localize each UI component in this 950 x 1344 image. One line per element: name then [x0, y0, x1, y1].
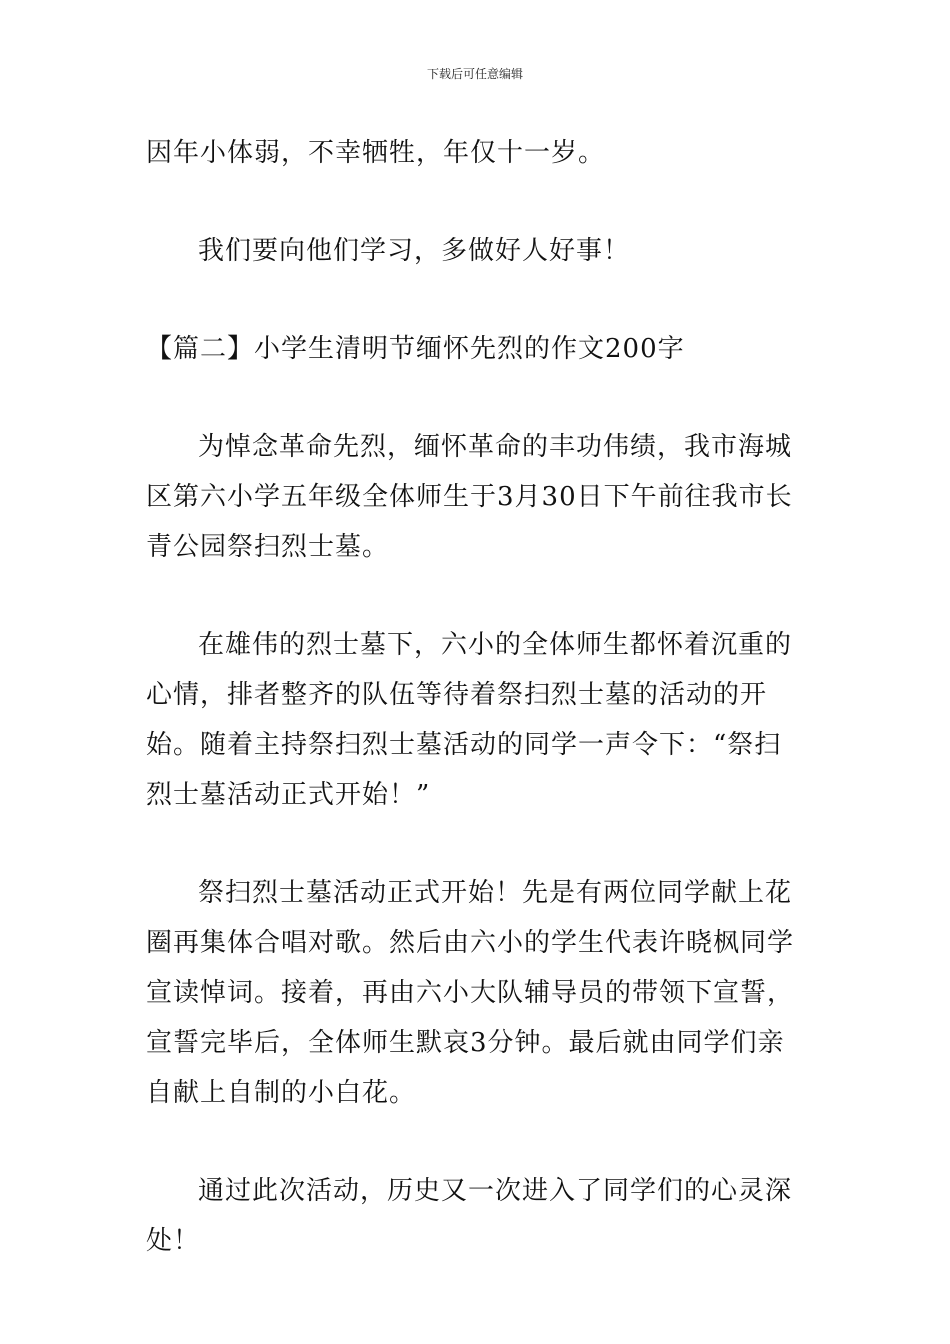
paragraph-gap	[146, 374, 806, 422]
paragraph-gap	[146, 820, 806, 868]
paragraph-6: 通过此次活动，历史又一次进入了同学们的心灵深处！	[146, 1176, 793, 1256]
paragraph-gap	[146, 1118, 806, 1166]
paragraph-2: 我们要向他们学习，多做好人好事！	[198, 236, 631, 266]
paragraph-3: 为悼念革命先烈，缅怀革命的丰功伟绩，我市海城区第六小学五年级全体师生于3月30日下午前往我市长青公园祭扫烈士墓。	[146, 432, 793, 562]
paragraph-gap	[146, 178, 806, 226]
page-header: 下载后可任意编辑	[426, 67, 523, 81]
paragraph-1: 因年小体弱，不幸牺牲，年仅十一岁。	[146, 138, 606, 168]
paragraph-5: 祭扫烈士墓活动正式开始！先是有两位同学献上花圈再集体合唱对歌。然后由六小的学生代表许晓枫同学宣读悼词。接着，再由六小大队辅导员的带领下宣誓，宣誓完毕后，全体师生默哀3分钟。最后就由同学们亲自献上自制的小白花。	[146, 878, 795, 1108]
paragraph-4: 在雄伟的烈士墓下，六小的全体师生都怀着沉重的心情，排者整齐的队伍等待着祭扫烈士墓的活动的开始。随着主持祭扫烈士墓活动的同学一声令下：“祭扫烈士墓活动正式开始！”	[146, 630, 793, 810]
section-heading: 【篇二】小学生清明节缅怀先烈的作文200字	[146, 334, 685, 364]
paragraph-gap	[146, 572, 806, 620]
paragraph-gap	[146, 276, 806, 324]
document-body	[146, 128, 806, 1266]
